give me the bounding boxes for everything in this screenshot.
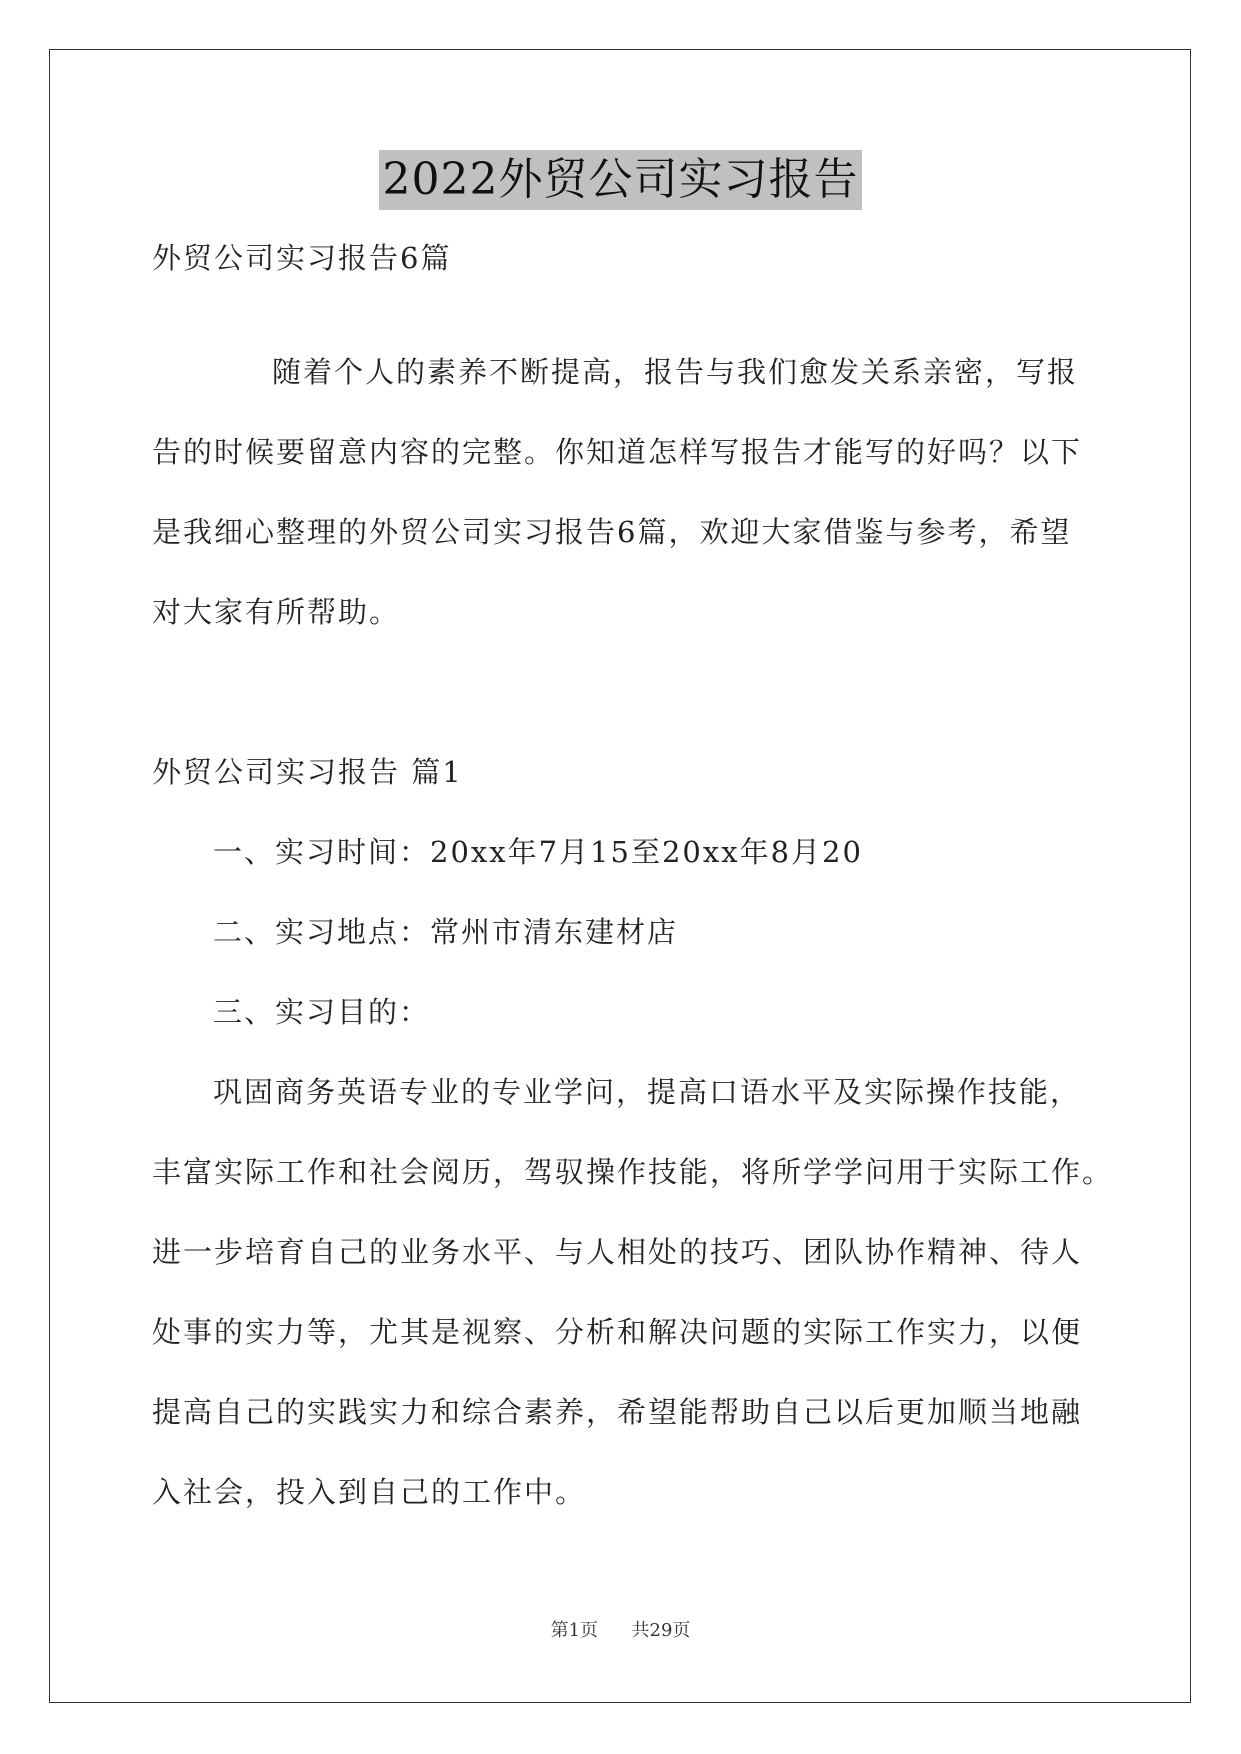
list-item-location: 二、实习地点：常州市清东建材店 (213, 915, 679, 949)
list-item-purpose: 三、实习目的： (213, 995, 431, 1029)
body-line: 处事的实力等，尤其是视察、分析和解决问题的实际工作实力，以便 (152, 1315, 1083, 1349)
intro-line: 是我细心整理的外贸公司实习报告6篇，欢迎大家借鉴与参考，希望 (152, 515, 1072, 549)
body-line: 进一步培育自己的业务水平、与人相处的技巧、团队协作精神、待人 (152, 1235, 1083, 1269)
list-item-time: 一、实习时间：20xx年7月15至20xx年8月20 (213, 835, 863, 869)
intro-line: 对大家有所帮助。 (152, 595, 401, 629)
document-title: 2022外贸公司实习报告 (379, 150, 863, 210)
title-container (0, 150, 1241, 210)
page-total: 共29页 (631, 1620, 691, 1641)
body-line: 入社会，投入到自己的工作中。 (152, 1475, 587, 1509)
intro-line: 告的时候要留意内容的完整。你知道怎样写报告才能写的好吗？以下 (152, 435, 1083, 469)
section-heading: 外贸公司实习报告 篇1 (152, 755, 463, 789)
page-number: 第1页 (550, 1620, 599, 1641)
subtitle: 外贸公司实习报告6篇 (152, 241, 452, 275)
body-line: 丰富实际工作和社会阅历，驾驭操作技能，将所学学问用于实际工作。 (152, 1155, 1114, 1189)
page-border (49, 49, 1191, 1703)
body-line: 巩固商务英语专业的专业学问，提高口语水平及实际操作技能， (213, 1075, 1082, 1109)
intro-line: 随着个人的素养不断提高，报告与我们愈发关系亲密，写报 (272, 355, 1079, 389)
body-line: 提高自己的实践实力和综合素养，希望能帮助自己以后更加顺当地融 (152, 1395, 1083, 1429)
page-footer (0, 1616, 1241, 1642)
